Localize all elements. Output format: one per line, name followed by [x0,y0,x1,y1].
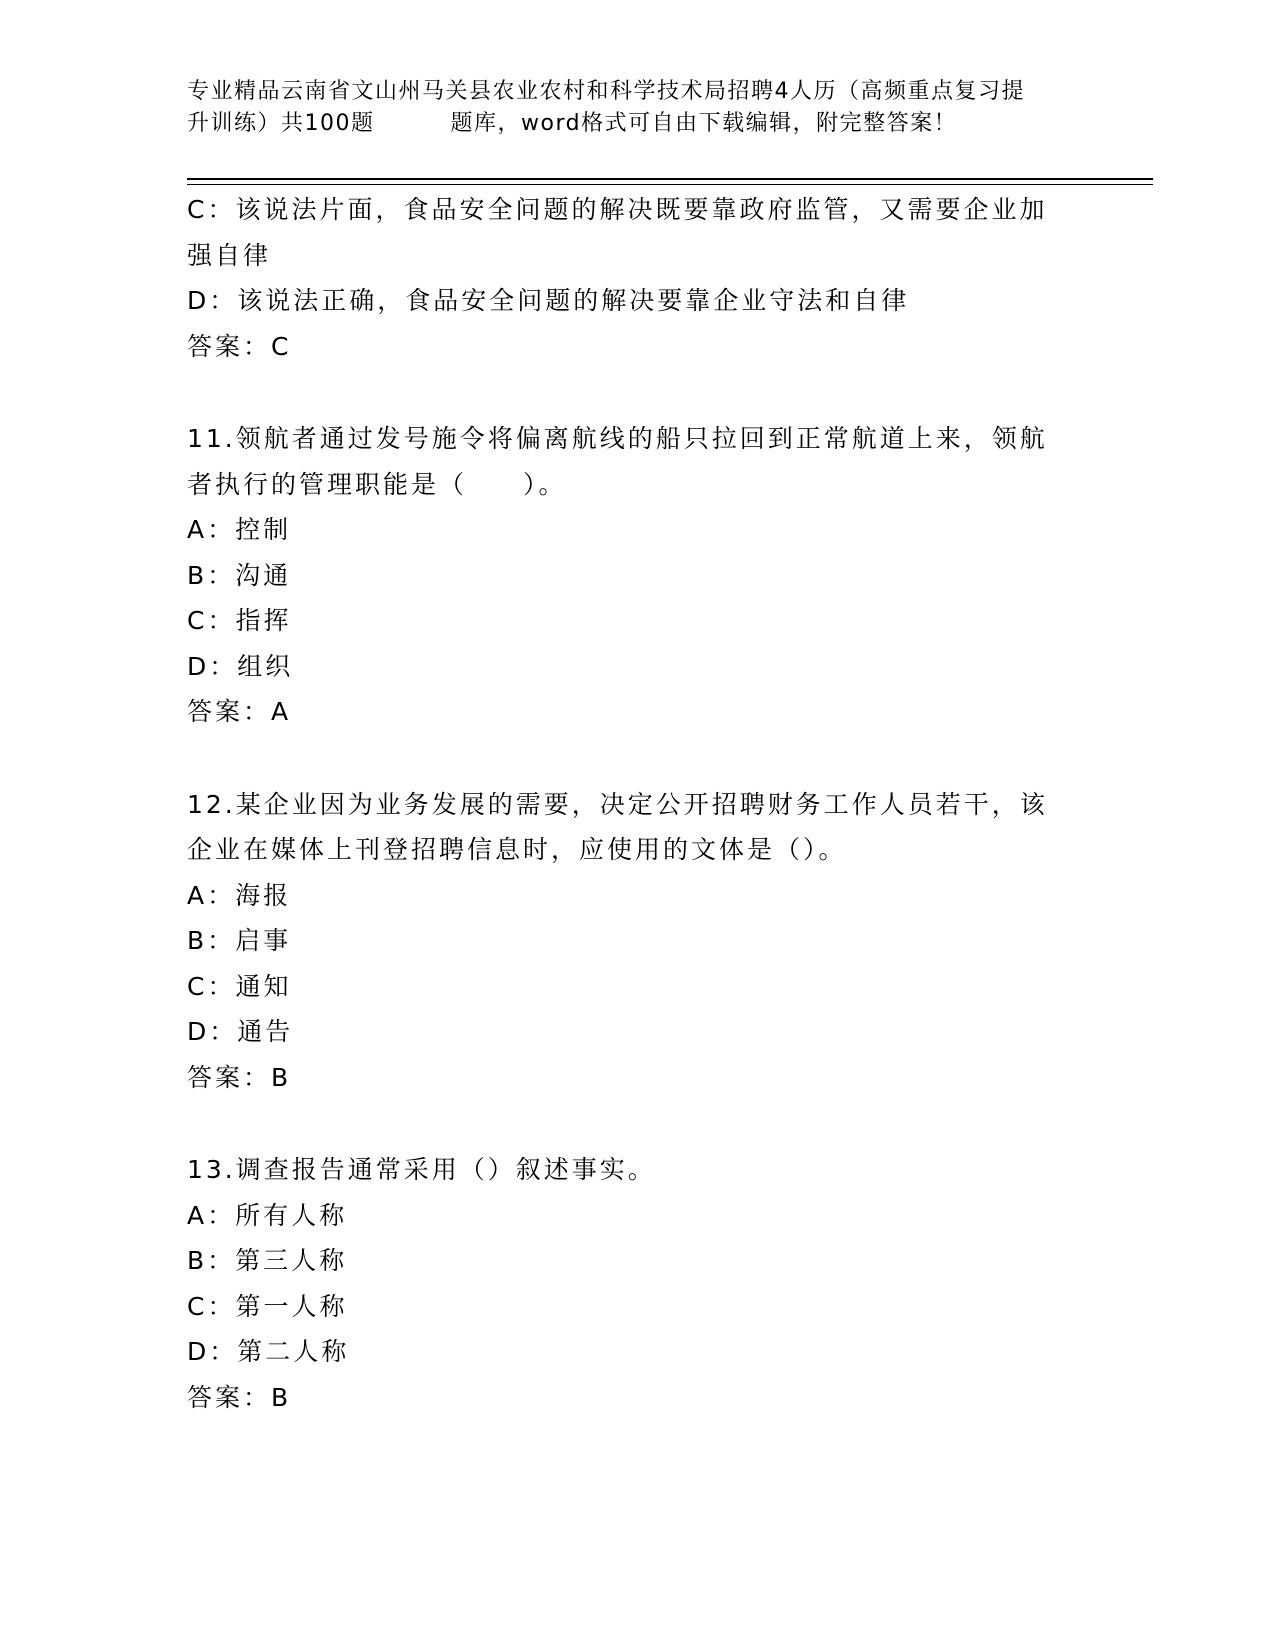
question-block-13 [187,1147,1087,1420]
header-line-2-part-b: 题库，word格式可自由下载编辑，附完整答案！ [450,111,958,136]
question-stem-line-2-part-a: 者执行的管理职能是（ [187,469,468,499]
option-c: C：通知 [187,971,292,1001]
question-block-11 [187,416,1087,735]
option-b: B：启事 [187,926,292,955]
document-body [187,187,1087,1420]
question-stem-line-1: 13.调查报告通常采用（）叙述事实。 [187,1155,656,1184]
option-d: D：该说法正确，食品安全问题的解决要靠企业守法和自律 [187,286,910,315]
answer: 答案：C [187,331,292,361]
option-d: D：组织 [187,651,294,681]
answer: 答案：B [187,1382,292,1412]
option-c: C：第一人称 [187,1291,348,1321]
option-c-line-1: C：该说法片面，食品安全问题的解决既要靠政府监管，又需要企业加 [187,195,1048,224]
question-stem-line-1: 11.领航者通过发号施令将偏离航线的船只拉回到正常航道上来，领航 [187,424,1048,453]
question-stem-line-1: 12.某企业因为业务发展的需要，决定公开招聘财务工作人员若干，该 [187,789,1048,819]
option-d: D：第二人称 [187,1337,350,1366]
header-rule-thin [187,184,1153,185]
question-stem-line-2 [187,462,1087,508]
header-line-2-part-a: 升训练）共100题 [187,111,375,136]
header-line-1: 专业精品云南省文山州马关县农业农村和科学技术局招聘4人历（高频重点复习提 [187,79,1025,104]
header-line-2 [187,108,1087,140]
answer: 答案：B [187,1062,292,1092]
option-d: D：通告 [187,1017,294,1046]
option-c: C：指挥 [187,606,292,635]
header-rule-thick [187,178,1153,180]
option-c-line-2: 强自律 [187,240,272,270]
question-block-12 [187,782,1087,1101]
question-stem-line-2-part-b: ）。 [523,469,567,499]
question-block-previous [187,187,1087,369]
option-a: A：控制 [187,515,292,544]
option-b: B：沟通 [187,560,292,590]
document-header [187,76,1087,140]
question-stem-line-2: 企业在媒体上刊登招聘信息时，应使用的文体是（）。 [187,835,847,864]
option-a: A：所有人称 [187,1200,348,1230]
answer: 答案：A [187,697,292,726]
option-b: B：第三人称 [187,1246,348,1275]
option-a: A：海报 [187,880,292,910]
